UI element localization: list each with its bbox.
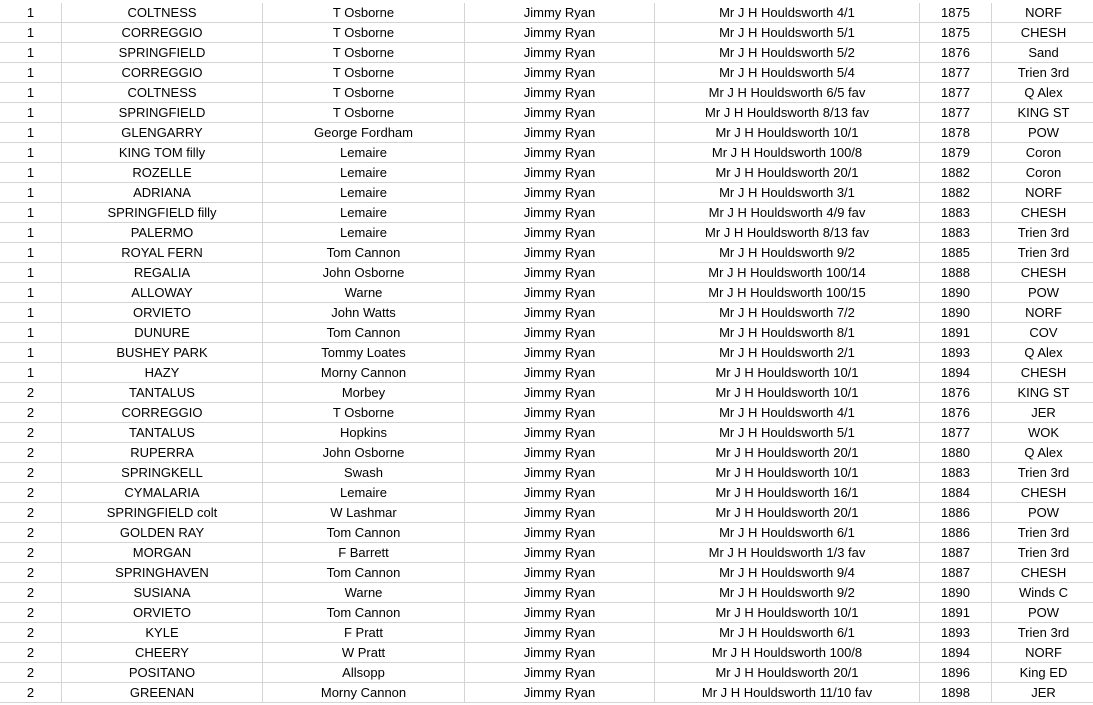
jockey-cell[interactable]: T Osborne xyxy=(263,83,465,103)
year-cell[interactable]: 1896 xyxy=(920,663,992,683)
year-cell[interactable]: 1887 xyxy=(920,563,992,583)
owner-odds-cell[interactable]: Mr J H Houldsworth 11/10 fav xyxy=(655,683,920,703)
race-cell[interactable]: NORF xyxy=(992,3,1093,23)
table-row xyxy=(0,363,1093,383)
trainer-cell[interactable]: Jimmy Ryan xyxy=(465,23,655,43)
race-cell[interactable]: KING ST xyxy=(992,383,1093,403)
year-cell[interactable]: 1877 xyxy=(920,103,992,123)
race-cell[interactable]: CHESH xyxy=(992,363,1093,383)
place-cell[interactable]: 1 xyxy=(0,103,62,123)
trainer-cell[interactable]: Jimmy Ryan xyxy=(465,163,655,183)
horse-cell[interactable]: ORVIETO xyxy=(62,603,263,623)
table-row xyxy=(0,683,1093,703)
table-row xyxy=(0,63,1093,83)
owner-odds-cell[interactable]: Mr J H Houldsworth 100/14 xyxy=(655,263,920,283)
year-cell[interactable]: 1891 xyxy=(920,603,992,623)
trainer-cell[interactable]: Jimmy Ryan xyxy=(465,3,655,23)
horse-cell[interactable]: SPRINGFIELD xyxy=(62,43,263,63)
place-cell[interactable]: 1 xyxy=(0,203,62,223)
place-cell[interactable]: 2 xyxy=(0,523,62,543)
owner-odds-cell[interactable]: Mr J H Houldsworth 5/1 xyxy=(655,423,920,443)
trainer-cell[interactable]: Jimmy Ryan xyxy=(465,363,655,383)
trainer-cell[interactable]: Jimmy Ryan xyxy=(465,323,655,343)
year-cell[interactable]: 1877 xyxy=(920,423,992,443)
place-cell[interactable]: 1 xyxy=(0,123,62,143)
owner-odds-cell[interactable]: Mr J H Houldsworth 2/1 xyxy=(655,343,920,363)
place-cell[interactable]: 1 xyxy=(0,323,62,343)
owner-odds-cell[interactable]: Mr J H Houldsworth 4/1 xyxy=(655,403,920,423)
year-cell[interactable]: 1890 xyxy=(920,583,992,603)
horse-cell[interactable]: SPRINGHAVEN xyxy=(62,563,263,583)
year-cell[interactable]: 1891 xyxy=(920,323,992,343)
race-cell[interactable]: Trien 3rd xyxy=(992,543,1093,563)
jockey-cell[interactable]: John Osborne xyxy=(263,443,465,463)
owner-odds-cell[interactable]: Mr J H Houldsworth 6/5 fav xyxy=(655,83,920,103)
jockey-cell[interactable]: Tom Cannon xyxy=(263,523,465,543)
trainer-cell[interactable]: Jimmy Ryan xyxy=(465,383,655,403)
horse-cell[interactable]: SPRINGKELL xyxy=(62,463,263,483)
trainer-cell[interactable]: Jimmy Ryan xyxy=(465,223,655,243)
jockey-cell[interactable]: Warne xyxy=(263,583,465,603)
year-cell[interactable]: 1876 xyxy=(920,403,992,423)
table-row xyxy=(0,243,1093,263)
table-row xyxy=(0,623,1093,643)
place-cell[interactable]: 1 xyxy=(0,243,62,263)
place-cell[interactable]: 2 xyxy=(0,463,62,483)
horse-cell[interactable]: HAZY xyxy=(62,363,263,383)
owner-odds-cell[interactable]: Mr J H Houldsworth 9/4 xyxy=(655,563,920,583)
place-cell[interactable]: 1 xyxy=(0,23,62,43)
table-row xyxy=(0,483,1093,503)
horse-cell[interactable]: SPRINGFIELD colt xyxy=(62,503,263,523)
owner-odds-cell[interactable]: Mr J H Houldsworth 20/1 xyxy=(655,443,920,463)
place-cell[interactable]: 2 xyxy=(0,443,62,463)
horse-cell[interactable]: SPRINGFIELD xyxy=(62,103,263,123)
horse-cell[interactable]: TANTALUS xyxy=(62,383,263,403)
trainer-cell[interactable]: Jimmy Ryan xyxy=(465,403,655,423)
owner-odds-cell[interactable]: Mr J H Houldsworth 20/1 xyxy=(655,663,920,683)
owner-odds-cell[interactable]: Mr J H Houldsworth 9/2 xyxy=(655,243,920,263)
race-cell[interactable]: JER xyxy=(992,403,1093,423)
table-row xyxy=(0,183,1093,203)
jockey-cell[interactable]: Allsopp xyxy=(263,663,465,683)
trainer-cell[interactable]: Jimmy Ryan xyxy=(465,563,655,583)
place-cell[interactable]: 1 xyxy=(0,223,62,243)
jockey-cell[interactable]: Swash xyxy=(263,463,465,483)
place-cell[interactable]: 2 xyxy=(0,663,62,683)
place-cell[interactable]: 2 xyxy=(0,503,62,523)
place-cell[interactable]: 2 xyxy=(0,623,62,643)
jockey-cell[interactable]: John Osborne xyxy=(263,263,465,283)
trainer-cell[interactable]: Jimmy Ryan xyxy=(465,63,655,83)
place-cell[interactable]: 2 xyxy=(0,643,62,663)
owner-odds-cell[interactable]: Mr J H Houldsworth 16/1 xyxy=(655,483,920,503)
year-cell[interactable]: 1883 xyxy=(920,203,992,223)
owner-odds-cell[interactable]: Mr J H Houldsworth 9/2 xyxy=(655,583,920,603)
owner-odds-cell[interactable]: Mr J H Houldsworth 10/1 xyxy=(655,383,920,403)
year-cell[interactable]: 1875 xyxy=(920,23,992,43)
year-cell[interactable]: 1893 xyxy=(920,343,992,363)
race-cell[interactable]: CHESH xyxy=(992,483,1093,503)
horse-cell[interactable]: ADRIANA xyxy=(62,183,263,203)
race-cell[interactable]: Q Alex xyxy=(992,83,1093,103)
table-row xyxy=(0,163,1093,183)
table-row xyxy=(0,223,1093,243)
horse-cell[interactable]: CYMALARIA xyxy=(62,483,263,503)
table-row xyxy=(0,143,1093,163)
year-cell[interactable]: 1877 xyxy=(920,83,992,103)
horse-cell[interactable]: SUSIANA xyxy=(62,583,263,603)
owner-odds-cell[interactable]: Mr J H Houldsworth 3/1 xyxy=(655,183,920,203)
trainer-cell[interactable]: Jimmy Ryan xyxy=(465,523,655,543)
place-cell[interactable]: 1 xyxy=(0,283,62,303)
race-cell[interactable]: WOK xyxy=(992,423,1093,443)
horse-cell[interactable]: POSITANO xyxy=(62,663,263,683)
horse-cell[interactable]: RUPERRA xyxy=(62,443,263,463)
trainer-cell[interactable]: Jimmy Ryan xyxy=(465,503,655,523)
horse-cell[interactable]: TANTALUS xyxy=(62,423,263,443)
place-cell[interactable]: 1 xyxy=(0,263,62,283)
race-cell[interactable]: POW xyxy=(992,603,1093,623)
table-row xyxy=(0,23,1093,43)
horse-cell[interactable]: COLTNESS xyxy=(62,83,263,103)
year-cell[interactable]: 1878 xyxy=(920,123,992,143)
place-cell[interactable]: 1 xyxy=(0,363,62,383)
trainer-cell[interactable]: Jimmy Ryan xyxy=(465,243,655,263)
trainer-cell[interactable]: Jimmy Ryan xyxy=(465,103,655,123)
owner-odds-cell[interactable]: Mr J H Houldsworth 100/8 xyxy=(655,143,920,163)
jockey-cell[interactable]: T Osborne xyxy=(263,63,465,83)
jockey-cell[interactable]: T Osborne xyxy=(263,23,465,43)
year-cell[interactable]: 1893 xyxy=(920,623,992,643)
year-cell[interactable]: 1876 xyxy=(920,383,992,403)
year-cell[interactable]: 1887 xyxy=(920,543,992,563)
jockey-cell[interactable]: W Pratt xyxy=(263,643,465,663)
owner-odds-cell[interactable]: Mr J H Houldsworth 4/1 xyxy=(655,3,920,23)
jockey-cell[interactable]: John Watts xyxy=(263,303,465,323)
race-cell[interactable]: Coron xyxy=(992,143,1093,163)
table-row xyxy=(0,503,1093,523)
owner-odds-cell[interactable]: Mr J H Houldsworth 6/1 xyxy=(655,523,920,543)
jockey-cell[interactable]: George Fordham xyxy=(263,123,465,143)
table-row xyxy=(0,443,1093,463)
owner-odds-cell[interactable]: Mr J H Houldsworth 100/8 xyxy=(655,643,920,663)
table-body xyxy=(0,3,1093,703)
year-cell[interactable]: 1885 xyxy=(920,243,992,263)
trainer-cell[interactable]: Jimmy Ryan xyxy=(465,683,655,703)
table-row xyxy=(0,283,1093,303)
table-row xyxy=(0,203,1093,223)
jockey-cell[interactable]: F Barrett xyxy=(263,543,465,563)
table-row xyxy=(0,83,1093,103)
jockey-cell[interactable]: Tommy Loates xyxy=(263,343,465,363)
race-cell[interactable]: NORF xyxy=(992,303,1093,323)
race-cell[interactable]: COV xyxy=(992,323,1093,343)
place-cell[interactable]: 1 xyxy=(0,143,62,163)
place-cell[interactable]: 1 xyxy=(0,343,62,363)
trainer-cell[interactable]: Jimmy Ryan xyxy=(465,263,655,283)
race-cell[interactable]: CHESH xyxy=(992,23,1093,43)
place-cell[interactable]: 2 xyxy=(0,483,62,503)
jockey-cell[interactable]: T Osborne xyxy=(263,403,465,423)
trainer-cell[interactable]: Jimmy Ryan xyxy=(465,463,655,483)
table-row xyxy=(0,663,1093,683)
jockey-cell[interactable]: Morny Cannon xyxy=(263,683,465,703)
race-cell[interactable]: Trien 3rd xyxy=(992,523,1093,543)
horse-cell[interactable]: PALERMO xyxy=(62,223,263,243)
year-cell[interactable]: 1882 xyxy=(920,183,992,203)
jockey-cell[interactable]: Lemaire xyxy=(263,483,465,503)
year-cell[interactable]: 1877 xyxy=(920,63,992,83)
jockey-cell[interactable]: T Osborne xyxy=(263,103,465,123)
horse-cell[interactable]: CORREGGIO xyxy=(62,23,263,43)
place-cell[interactable]: 2 xyxy=(0,563,62,583)
table-row xyxy=(0,3,1093,23)
race-cell[interactable]: KING ST xyxy=(992,103,1093,123)
jockey-cell[interactable]: Lemaire xyxy=(263,223,465,243)
horse-cell[interactable]: ORVIETO xyxy=(62,303,263,323)
owner-odds-cell[interactable]: Mr J H Houldsworth 10/1 xyxy=(655,363,920,383)
place-cell[interactable]: 1 xyxy=(0,63,62,83)
horse-cell[interactable]: GOLDEN RAY xyxy=(62,523,263,543)
table-row xyxy=(0,383,1093,403)
race-cell[interactable]: Winds C xyxy=(992,583,1093,603)
race-cell[interactable]: POW xyxy=(992,503,1093,523)
trainer-cell[interactable]: Jimmy Ryan xyxy=(465,483,655,503)
table-row xyxy=(0,123,1093,143)
owner-odds-cell[interactable]: Mr J H Houldsworth 10/1 xyxy=(655,123,920,143)
horse-cell[interactable]: GLENGARRY xyxy=(62,123,263,143)
trainer-cell[interactable]: Jimmy Ryan xyxy=(465,43,655,63)
race-cell[interactable]: CHESH xyxy=(992,203,1093,223)
jockey-cell[interactable]: T Osborne xyxy=(263,3,465,23)
table-row xyxy=(0,43,1093,63)
horse-cell[interactable]: GREENAN xyxy=(62,683,263,703)
owner-odds-cell[interactable]: Mr J H Houldsworth 10/1 xyxy=(655,463,920,483)
jockey-cell[interactable]: Tom Cannon xyxy=(263,603,465,623)
table-row xyxy=(0,523,1093,543)
trainer-cell[interactable]: Jimmy Ryan xyxy=(465,643,655,663)
year-cell[interactable]: 1876 xyxy=(920,43,992,63)
horse-cell[interactable]: MORGAN xyxy=(62,543,263,563)
year-cell[interactable]: 1890 xyxy=(920,283,992,303)
table-row xyxy=(0,323,1093,343)
race-cell[interactable]: Trien 3rd xyxy=(992,63,1093,83)
race-cell[interactable]: Coron xyxy=(992,163,1093,183)
year-cell[interactable]: 1879 xyxy=(920,143,992,163)
trainer-cell[interactable]: Jimmy Ryan xyxy=(465,623,655,643)
race-cell[interactable]: NORF xyxy=(992,643,1093,663)
trainer-cell[interactable]: Jimmy Ryan xyxy=(465,543,655,563)
table-row xyxy=(0,603,1093,623)
race-cell[interactable]: Trien 3rd xyxy=(992,623,1093,643)
trainer-cell[interactable]: Jimmy Ryan xyxy=(465,603,655,623)
owner-odds-cell[interactable]: Mr J H Houldsworth 5/1 xyxy=(655,23,920,43)
owner-odds-cell[interactable]: Mr J H Houldsworth 8/1 xyxy=(655,323,920,343)
race-cell[interactable]: CHESH xyxy=(992,263,1093,283)
year-cell[interactable]: 1886 xyxy=(920,523,992,543)
table-row xyxy=(0,463,1093,483)
year-cell[interactable]: 1883 xyxy=(920,223,992,243)
owner-odds-cell[interactable]: Mr J H Houldsworth 10/1 xyxy=(655,603,920,623)
race-cell[interactable]: CHESH xyxy=(992,563,1093,583)
table-row xyxy=(0,543,1093,563)
owner-odds-cell[interactable]: Mr J H Houldsworth 20/1 xyxy=(655,503,920,523)
table-row xyxy=(0,423,1093,443)
year-cell[interactable]: 1898 xyxy=(920,683,992,703)
jockey-cell[interactable]: Warne xyxy=(263,283,465,303)
jockey-cell[interactable]: Morbey xyxy=(263,383,465,403)
race-cell[interactable]: Trien 3rd xyxy=(992,463,1093,483)
trainer-cell[interactable]: Jimmy Ryan xyxy=(465,183,655,203)
place-cell[interactable]: 2 xyxy=(0,383,62,403)
race-cell[interactable]: Sand xyxy=(992,43,1093,63)
year-cell[interactable]: 1890 xyxy=(920,303,992,323)
jockey-cell[interactable]: Hopkins xyxy=(263,423,465,443)
jockey-cell[interactable]: Tom Cannon xyxy=(263,243,465,263)
table-row xyxy=(0,643,1093,663)
place-cell[interactable]: 2 xyxy=(0,603,62,623)
horse-cell[interactable]: BUSHEY PARK xyxy=(62,343,263,363)
jockey-cell[interactable]: T Osborne xyxy=(263,43,465,63)
year-cell[interactable]: 1875 xyxy=(920,3,992,23)
horse-cell[interactable]: DUNURE xyxy=(62,323,263,343)
horse-cell[interactable]: SPRINGFIELD filly xyxy=(62,203,263,223)
place-cell[interactable]: 1 xyxy=(0,163,62,183)
year-cell[interactable]: 1894 xyxy=(920,363,992,383)
trainer-cell[interactable]: Jimmy Ryan xyxy=(465,303,655,323)
year-cell[interactable]: 1894 xyxy=(920,643,992,663)
jockey-cell[interactable]: Tom Cannon xyxy=(263,563,465,583)
place-cell[interactable]: 1 xyxy=(0,43,62,63)
trainer-cell[interactable]: Jimmy Ryan xyxy=(465,203,655,223)
trainer-cell[interactable]: Jimmy Ryan xyxy=(465,343,655,363)
owner-odds-cell[interactable]: Mr J H Houldsworth 7/2 xyxy=(655,303,920,323)
horse-cell[interactable]: CHEERY xyxy=(62,643,263,663)
jockey-cell[interactable]: Lemaire xyxy=(263,163,465,183)
jockey-cell[interactable]: F Pratt xyxy=(263,623,465,643)
race-cell[interactable]: Trien 3rd xyxy=(992,243,1093,263)
horse-cell[interactable]: ALLOWAY xyxy=(62,283,263,303)
race-cell[interactable]: Trien 3rd xyxy=(992,223,1093,243)
place-cell[interactable]: 2 xyxy=(0,423,62,443)
table-row xyxy=(0,103,1093,123)
year-cell[interactable]: 1882 xyxy=(920,163,992,183)
year-cell[interactable]: 1883 xyxy=(920,463,992,483)
spreadsheet-grid xyxy=(0,3,1093,703)
trainer-cell[interactable]: Jimmy Ryan xyxy=(465,123,655,143)
jockey-cell[interactable]: Tom Cannon xyxy=(263,323,465,343)
race-cell[interactable]: POW xyxy=(992,123,1093,143)
jockey-cell[interactable]: Lemaire xyxy=(263,183,465,203)
owner-odds-cell[interactable]: Mr J H Houldsworth 8/13 fav xyxy=(655,223,920,243)
owner-odds-cell[interactable]: Mr J H Houldsworth 20/1 xyxy=(655,163,920,183)
jockey-cell[interactable]: Lemaire xyxy=(263,203,465,223)
table-row xyxy=(0,403,1093,423)
owner-odds-cell[interactable]: Mr J H Houldsworth 8/13 fav xyxy=(655,103,920,123)
horse-cell[interactable]: KYLE xyxy=(62,623,263,643)
jockey-cell[interactable]: W Lashmar xyxy=(263,503,465,523)
horse-cell[interactable]: REGALIA xyxy=(62,263,263,283)
race-cell[interactable]: NORF xyxy=(992,183,1093,203)
owner-odds-cell[interactable]: Mr J H Houldsworth 5/2 xyxy=(655,43,920,63)
horse-cell[interactable]: CORREGGIO xyxy=(62,403,263,423)
year-cell[interactable]: 1884 xyxy=(920,483,992,503)
table-row xyxy=(0,303,1093,323)
jockey-cell[interactable]: Morny Cannon xyxy=(263,363,465,383)
trainer-cell[interactable]: Jimmy Ryan xyxy=(465,583,655,603)
owner-odds-cell[interactable]: Mr J H Houldsworth 5/4 xyxy=(655,63,920,83)
year-cell[interactable]: 1880 xyxy=(920,443,992,463)
trainer-cell[interactable]: Jimmy Ryan xyxy=(465,663,655,683)
race-cell[interactable]: King ED xyxy=(992,663,1093,683)
table-row xyxy=(0,343,1093,363)
race-cell[interactable]: Q Alex xyxy=(992,443,1093,463)
trainer-cell[interactable]: Jimmy Ryan xyxy=(465,143,655,163)
place-cell[interactable]: 1 xyxy=(0,303,62,323)
trainer-cell[interactable]: Jimmy Ryan xyxy=(465,83,655,103)
owner-odds-cell[interactable]: Mr J H Houldsworth 1/3 fav xyxy=(655,543,920,563)
race-cell[interactable]: Q Alex xyxy=(992,343,1093,363)
trainer-cell[interactable]: Jimmy Ryan xyxy=(465,423,655,443)
horse-cell[interactable]: COLTNESS xyxy=(62,3,263,23)
owner-odds-cell[interactable]: Mr J H Houldsworth 4/9 fav xyxy=(655,203,920,223)
trainer-cell[interactable]: Jimmy Ryan xyxy=(465,443,655,463)
place-cell[interactable]: 1 xyxy=(0,3,62,23)
race-cell[interactable]: POW xyxy=(992,283,1093,303)
year-cell[interactable]: 1886 xyxy=(920,503,992,523)
horse-cell[interactable]: ROZELLE xyxy=(62,163,263,183)
place-cell[interactable]: 1 xyxy=(0,83,62,103)
place-cell[interactable]: 2 xyxy=(0,583,62,603)
trainer-cell[interactable]: Jimmy Ryan xyxy=(465,283,655,303)
horse-cell[interactable]: ROYAL FERN xyxy=(62,243,263,263)
place-cell[interactable]: 1 xyxy=(0,183,62,203)
place-cell[interactable]: 2 xyxy=(0,683,62,703)
place-cell[interactable]: 2 xyxy=(0,543,62,563)
table-row xyxy=(0,583,1093,603)
horse-cell[interactable]: KING TOM filly xyxy=(62,143,263,163)
table-row xyxy=(0,563,1093,583)
horse-cell[interactable]: CORREGGIO xyxy=(62,63,263,83)
owner-odds-cell[interactable]: Mr J H Houldsworth 100/15 xyxy=(655,283,920,303)
data-table xyxy=(0,3,1093,703)
race-cell[interactable]: JER xyxy=(992,683,1093,703)
table-row xyxy=(0,263,1093,283)
year-cell[interactable]: 1888 xyxy=(920,263,992,283)
place-cell[interactable]: 2 xyxy=(0,403,62,423)
jockey-cell[interactable]: Lemaire xyxy=(263,143,465,163)
owner-odds-cell[interactable]: Mr J H Houldsworth 6/1 xyxy=(655,623,920,643)
